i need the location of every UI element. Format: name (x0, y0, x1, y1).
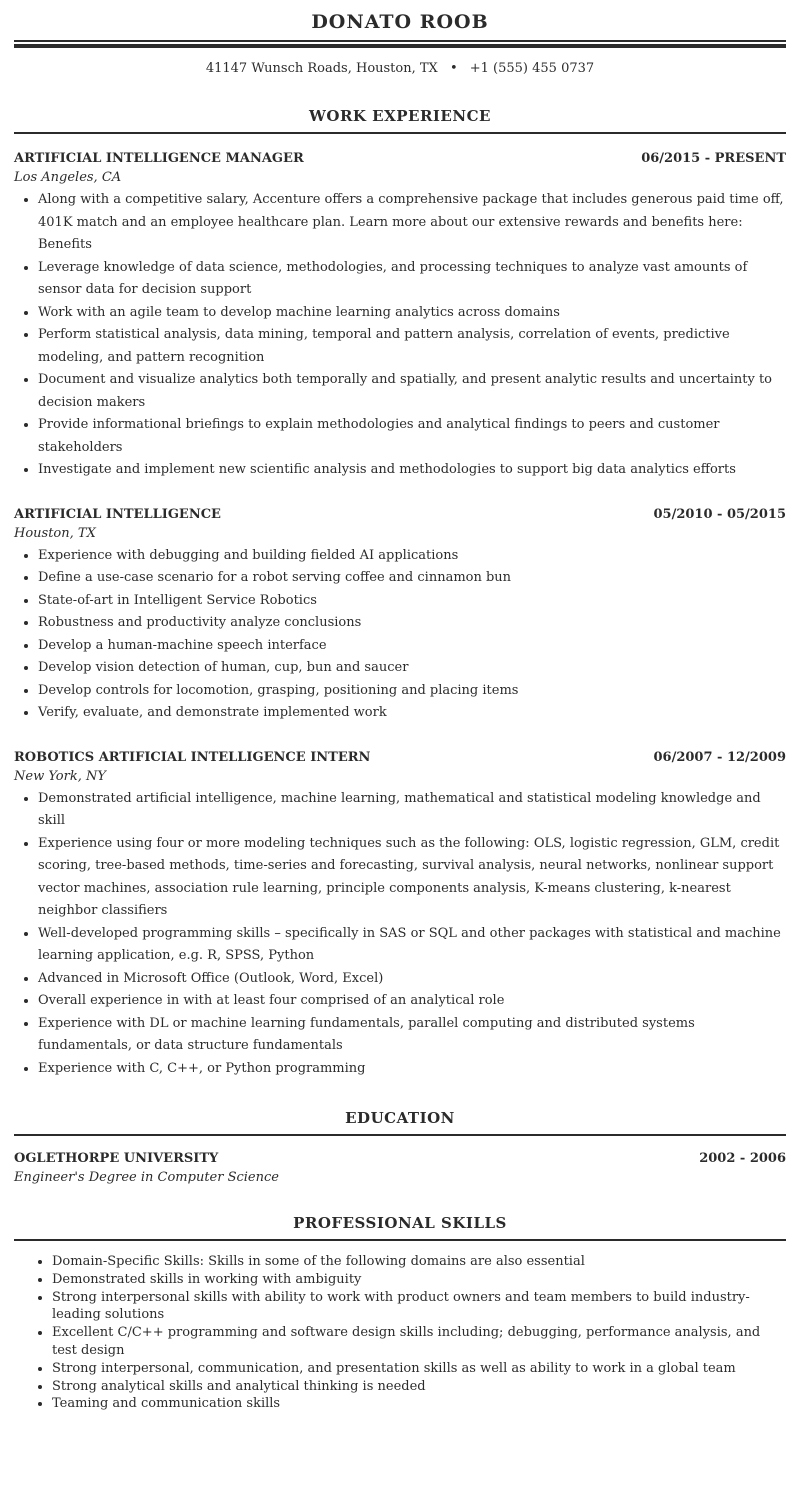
list-item: • Strong analytical skills and analytical thinking is needed (52, 1378, 786, 1396)
address-text: 41147 Wunsch Roads, Houston, TX (205, 61, 438, 76)
list-item: • Well-developed programming skills – specifically in SAS or SQL and other packages with statistical and machine learning application, e.g. R, SPSS, Python (38, 923, 786, 968)
skills-section (14, 1213, 786, 1413)
job-dates: 06/2015 - PRESENT (641, 151, 786, 166)
work-experience-heading: WORK EXPERIENCE (309, 107, 491, 125)
education-section (14, 1108, 786, 1187)
job-bullet-list (14, 545, 786, 725)
list-item: • Provide informational briefings to explain methodologies and analytical findings to peers and customer stakeholders (38, 414, 786, 459)
list-item: • Excellent C/C++ programming and software design skills including; debugging, performance analysis, and test design (52, 1324, 786, 1360)
list-item: • Define a use-case scenario for a robot serving coffee and cinnamon bun (38, 567, 786, 590)
list-item: • Domain-Specific Skills: Skills in some of the following domains are also essential (52, 1253, 786, 1271)
job-entry (14, 749, 786, 1081)
header-divider (14, 40, 786, 48)
list-item: • Experience using four or more modeling techniques such as the following: OLS, logistic regression, GLM, credit scoring, tree-based methods, time-series and forecasting, survival analysis, neural networks, nonlinear support vector machines, association rule learning, principle components analysis, K-means clustering, k-nearest neighbor classifiers (38, 833, 786, 923)
section-divider (14, 1239, 786, 1241)
list-item: • Demonstrated artificial intelligence, machine learning, mathematical and statistical modeling knowledge and skill (38, 788, 786, 833)
list-item: • Investigate and implement new scientific analysis and methodologies to support big data analytics efforts (38, 459, 786, 482)
list-item: • Experience with C, C++, or Python programming (38, 1058, 786, 1081)
job-bullet-list (14, 788, 786, 1081)
list-item: • Work with an agile team to develop machine learning analytics across domains (38, 302, 786, 325)
job-location: Houston, TX (14, 525, 96, 541)
job-entry (14, 506, 786, 725)
candidate-name: DONATO ROOB (311, 11, 489, 33)
resume-page (14, 0, 786, 1413)
job-title: ARTIFICIAL INTELLIGENCE MANAGER (14, 151, 304, 166)
list-item: • Develop a human-machine speech interface (38, 635, 786, 658)
list-item: • Advanced in Microsoft Office (Outlook, Word, Excel) (38, 968, 786, 991)
list-item: • Along with a competitive salary, Accenture offers a comprehensive package that includes generous paid time off, 401K match and an employee healthcare plan. Learn more about our extensive rewards and benefits here: Benefits (38, 189, 786, 257)
list-item: • Develop vision detection of human, cup, bun and saucer (38, 657, 786, 680)
job-location: New York, NY (14, 768, 106, 784)
skills-list (14, 1253, 786, 1413)
list-item: • Document and visualize analytics both temporally and spatially, and present analytic results and uncertainty to decision makers (38, 369, 786, 414)
list-item: • Perform statistical analysis, data mining, temporal and pattern analysis, correlation of events, predictive modeling, and pattern recognition (38, 324, 786, 369)
education-dates: 2002 - 2006 (699, 1151, 786, 1166)
list-item: • Leverage knowledge of data science, methodologies, and processing techniques to analyze vast amounts of sensor data for decision support (38, 257, 786, 302)
school-name: OGLETHORPE UNIVERSITY (14, 1151, 219, 1166)
list-item: • Teaming and communication skills (52, 1395, 786, 1413)
work-experience-section (14, 106, 786, 1080)
list-item: • Develop controls for locomotion, grasping, positioning and placing items (38, 680, 786, 703)
contact-line (14, 60, 786, 78)
list-item: • Demonstrated skills in working with ambiguity (52, 1271, 786, 1289)
education-entry (14, 1150, 786, 1187)
job-bullet-list (14, 189, 786, 482)
job-dates: 06/2007 - 12/2009 (653, 749, 786, 765)
job-title: ARTIFICIAL INTELLIGENCE (14, 506, 221, 522)
education-heading: EDUCATION (345, 1109, 455, 1127)
list-item: • Overall experience in with at least four comprised of an analytical role (38, 990, 786, 1013)
section-divider (14, 1134, 786, 1136)
list-item: • Strong interpersonal, communication, and presentation skills as well as ability to work in a global team (52, 1360, 786, 1378)
skills-heading: PROFESSIONAL SKILLS (293, 1214, 507, 1232)
section-divider (14, 132, 786, 134)
phone-text: +1 (555) 455 0737 (469, 61, 595, 76)
list-item: • Experience with debugging and building fielded AI applications (38, 545, 786, 568)
job-entry (14, 150, 786, 482)
job-location: Los Angeles, CA (14, 170, 122, 185)
list-item: • Experience with DL or machine learning fundamentals, parallel computing and distributed systems fundamentals, or data structure fundamentals (38, 1013, 786, 1058)
list-item: • Verify, evaluate, and demonstrate implemented work (38, 702, 786, 725)
job-title: ROBOTICS ARTIFICIAL INTELLIGENCE INTERN (14, 749, 371, 765)
list-item: • Robustness and productivity analyze conclusions (38, 612, 786, 635)
contact-separator: • (449, 61, 458, 76)
job-dates: 05/2010 - 05/2015 (653, 506, 786, 522)
degree-text: Engineer's Degree in Computer Science (14, 1170, 279, 1185)
list-item: • Strong interpersonal skills with ability to work with product owners and team members to build industry-leading solutions (52, 1289, 786, 1325)
list-item: • State-of-art in Intelligent Service Robotics (38, 590, 786, 613)
